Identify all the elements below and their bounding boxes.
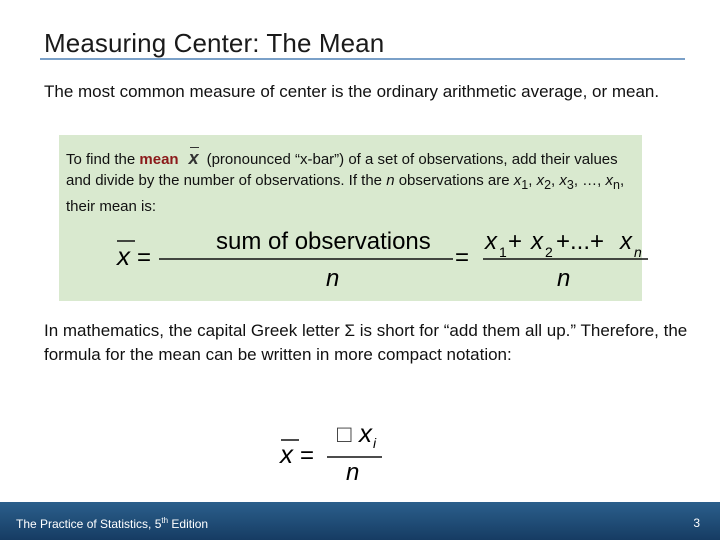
footer-sup: th	[161, 516, 169, 525]
obs-x1: x	[513, 172, 522, 189]
definition-lead: To find the	[66, 151, 140, 168]
formula-x1: x	[485, 228, 497, 255]
footer-book-title	[16, 516, 208, 531]
intro-end: .	[654, 82, 660, 101]
compact-lhs-x: x	[280, 439, 293, 469]
obs-sep-1: ,	[528, 172, 537, 189]
obs-x2: x	[536, 172, 545, 189]
definition-body: (pronounced “x-bar”) of a set of observations, add their values and divide by the number of observations. If the	[66, 151, 618, 189]
formula-sub2: 2	[545, 244, 553, 260]
formula-plus-dots: +...+	[556, 228, 605, 255]
formula-equals-2: =	[455, 244, 470, 271]
obs-sep-3: , …,	[573, 172, 606, 189]
compact-sub-i: i	[373, 435, 377, 451]
formula-equals: =	[137, 244, 152, 271]
obs-x3: x	[559, 172, 567, 189]
obs-sep-2: ,	[551, 172, 560, 189]
formula-subn: n	[634, 244, 642, 260]
formula-lhs-x: x	[117, 241, 130, 271]
definition-box	[59, 135, 642, 301]
compact-equals: =	[300, 442, 315, 469]
formula-denominator-2: n	[557, 265, 571, 292]
definition-observations: observations are	[394, 172, 514, 189]
sigma-paragraph: In mathematics, the capital Greek letter Σ is short for “add them all up.” Therefore, the formula for the mean can be written in more compact notation:	[44, 321, 688, 364]
intro-emphasis: mean	[611, 82, 655, 101]
compact-denominator: n	[346, 459, 360, 486]
obs-sub-3: 3	[566, 178, 574, 192]
intro-text: The most common measure of center is the ordinary arithmetic average, or	[44, 82, 612, 101]
definition-tail: , their mean is:	[66, 172, 625, 215]
compact-xi: x	[359, 418, 372, 448]
formula-denominator: n	[326, 265, 340, 292]
formula-xn: x	[620, 228, 632, 255]
formula-numerator-words: sum of observations	[216, 228, 431, 255]
sigma-placeholder-icon: □	[337, 421, 352, 448]
mean-formula	[115, 227, 642, 297]
footer-edition: Edition	[168, 517, 209, 531]
intro-paragraph	[44, 80, 684, 104]
obs-sub-n: n	[613, 178, 620, 192]
page-number: 3	[693, 516, 700, 530]
formula-x2: x	[531, 228, 543, 255]
compact-mean-formula	[275, 410, 385, 486]
xbar-symbol: x	[188, 148, 199, 168]
slide-title: Measuring Center: The Mean	[44, 28, 385, 58]
formula-plus-1: +	[508, 228, 523, 255]
footer-book: The Practice of Statistics, 5	[16, 517, 162, 531]
definition-text	[66, 148, 636, 217]
definition-keyword: mean	[139, 151, 179, 168]
definition-n: n	[386, 172, 395, 189]
title-divider	[40, 58, 685, 60]
formula-sub1: 1	[499, 244, 507, 260]
obs-xn: x	[605, 172, 613, 189]
obs-sub-1: 1	[521, 178, 529, 192]
footer-bar	[0, 502, 720, 540]
obs-sub-2: 2	[544, 178, 552, 192]
